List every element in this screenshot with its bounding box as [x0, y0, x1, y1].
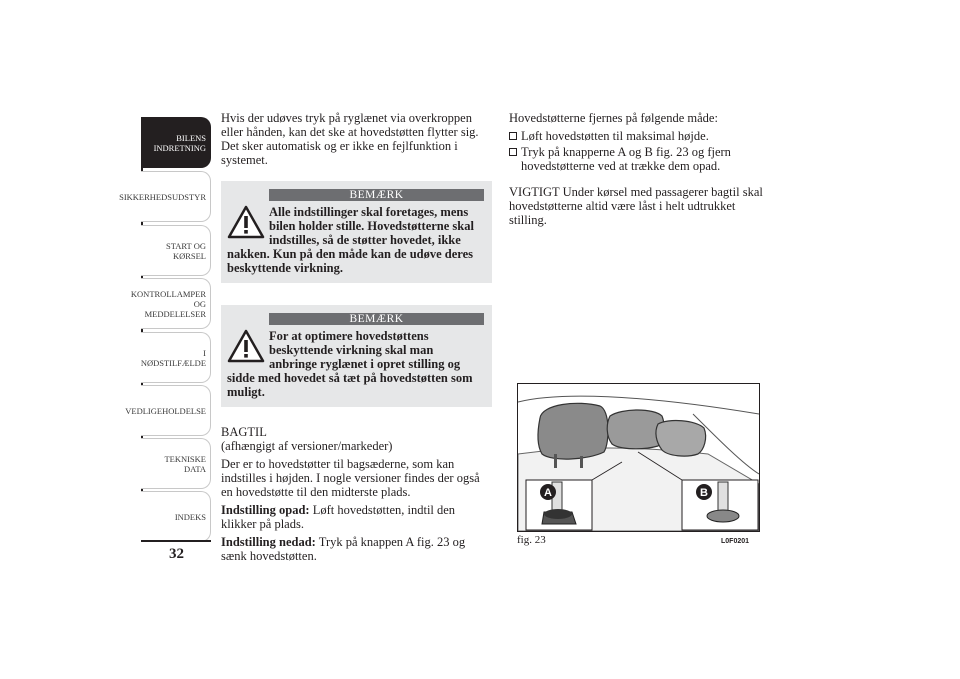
checkbox-bullet-icon — [509, 132, 517, 140]
label-a: A — [544, 487, 552, 499]
tab-label: SIKKERHEDSUDSTYR — [119, 191, 206, 202]
tab-label: I NØDSTILFÆLDE — [140, 347, 207, 368]
removal-intro: Hovedstøtterne fjernes på følgende måde: — [509, 111, 718, 125]
adjust-up-label: Indstilling opad: — [221, 503, 310, 517]
tab-sikkerhedsudstyr[interactable] — [119, 171, 211, 222]
adjust-down-text: Tryk på knappen A fig. 23 og sænk hovedstøtten. — [221, 535, 466, 563]
list-item-text: Tryk på knapperne A og B fig. 23 og fjern hovedstøtterne ved at trække dem opad. — [521, 145, 731, 173]
tab-label: KONTROLLAMPER OG MEDDELELSER — [130, 288, 206, 319]
note-text: Alle indstillinger skal foretages, mens bilen holder stille. Hovedstøtterne skal indstilles, så de støtter hovedet, ikke nakken. Kun på den måde kan de udøve deres beskyttende virkning. — [227, 205, 474, 275]
page-rule — [141, 540, 211, 542]
adjust-down — [221, 535, 491, 563]
list-item — [509, 145, 767, 173]
tab-label: TEKNISKE DATA — [164, 453, 206, 474]
section-title: BAGTIL — [221, 425, 267, 439]
warning-triangle-icon — [227, 205, 265, 239]
warning-triangle-icon — [227, 329, 265, 363]
section-body: Der er to hovedstøtter til bagsæderne, som kan indstilles i højden. I nogle versioner findes der også en hovedstøtte til den midterste plads. — [221, 457, 480, 499]
page-number: 32 — [169, 546, 184, 562]
note-text: For at optimere hovedstøttens beskyttende virkning skal man anbringe ryglænet i opret stilling og sidde med hovedet så tæt på hovedstøtten som muligt. — [227, 329, 473, 399]
tab-kontrollamper[interactable] — [130, 278, 211, 329]
list-item — [509, 129, 767, 143]
label-b: B — [700, 487, 708, 499]
adjust-up — [221, 503, 491, 531]
tab-tekniske-data[interactable] — [141, 438, 211, 489]
figure-caption: fig. 23 — [517, 534, 546, 546]
checkbox-bullet-icon — [509, 148, 517, 156]
note-box-1 — [221, 181, 492, 283]
figure-23 — [517, 383, 760, 532]
tab-start-og-korsel[interactable] — [141, 225, 211, 276]
adjust-up-text: Løft hovedstøtten, indtil den klikker på plads. — [221, 503, 456, 531]
tab-bilens-indretning[interactable] — [141, 117, 211, 168]
note-box-2 — [221, 305, 492, 407]
left-column — [221, 111, 491, 567]
tab-label: VEDLIGEHOLDELSE — [125, 405, 206, 416]
list-item-text: Løft hovedstøtten til maksimal højde. — [521, 129, 709, 143]
intro-paragraph: Hvis der udøves tryk på ryglænet via overkroppen eller hånden, kan det ske at hovedstøtten flytter sig. Det sker automatisk og er ikke en fejlfunktion i systemet. — [221, 111, 479, 167]
tab-indeks[interactable] — [141, 491, 211, 542]
tab-label: INDEKS — [174, 511, 206, 522]
tab-label: BILENS INDRETNING — [153, 132, 206, 153]
right-column — [509, 111, 767, 231]
adjust-down-label: Indstilling nedad: — [221, 535, 316, 549]
important-note: VIGTIGT Under kørsel med passagerer bagtil skal hovedstøtterne altid være låst i helt udtrukket stilling. — [509, 185, 763, 227]
section-subtitle: (afhængigt af versioner/markeder) — [221, 439, 393, 453]
note-heading: BEMÆRK — [269, 189, 484, 201]
tab-i-nodstilfaelde[interactable] — [141, 332, 211, 383]
headrest-illustration — [518, 384, 759, 531]
tab-label: START OG KØRSEL — [166, 240, 206, 261]
figure-code: L0F0201 — [721, 538, 750, 545]
tab-vedligeholdelse[interactable] — [125, 385, 211, 436]
note-heading: BEMÆRK — [269, 313, 484, 325]
